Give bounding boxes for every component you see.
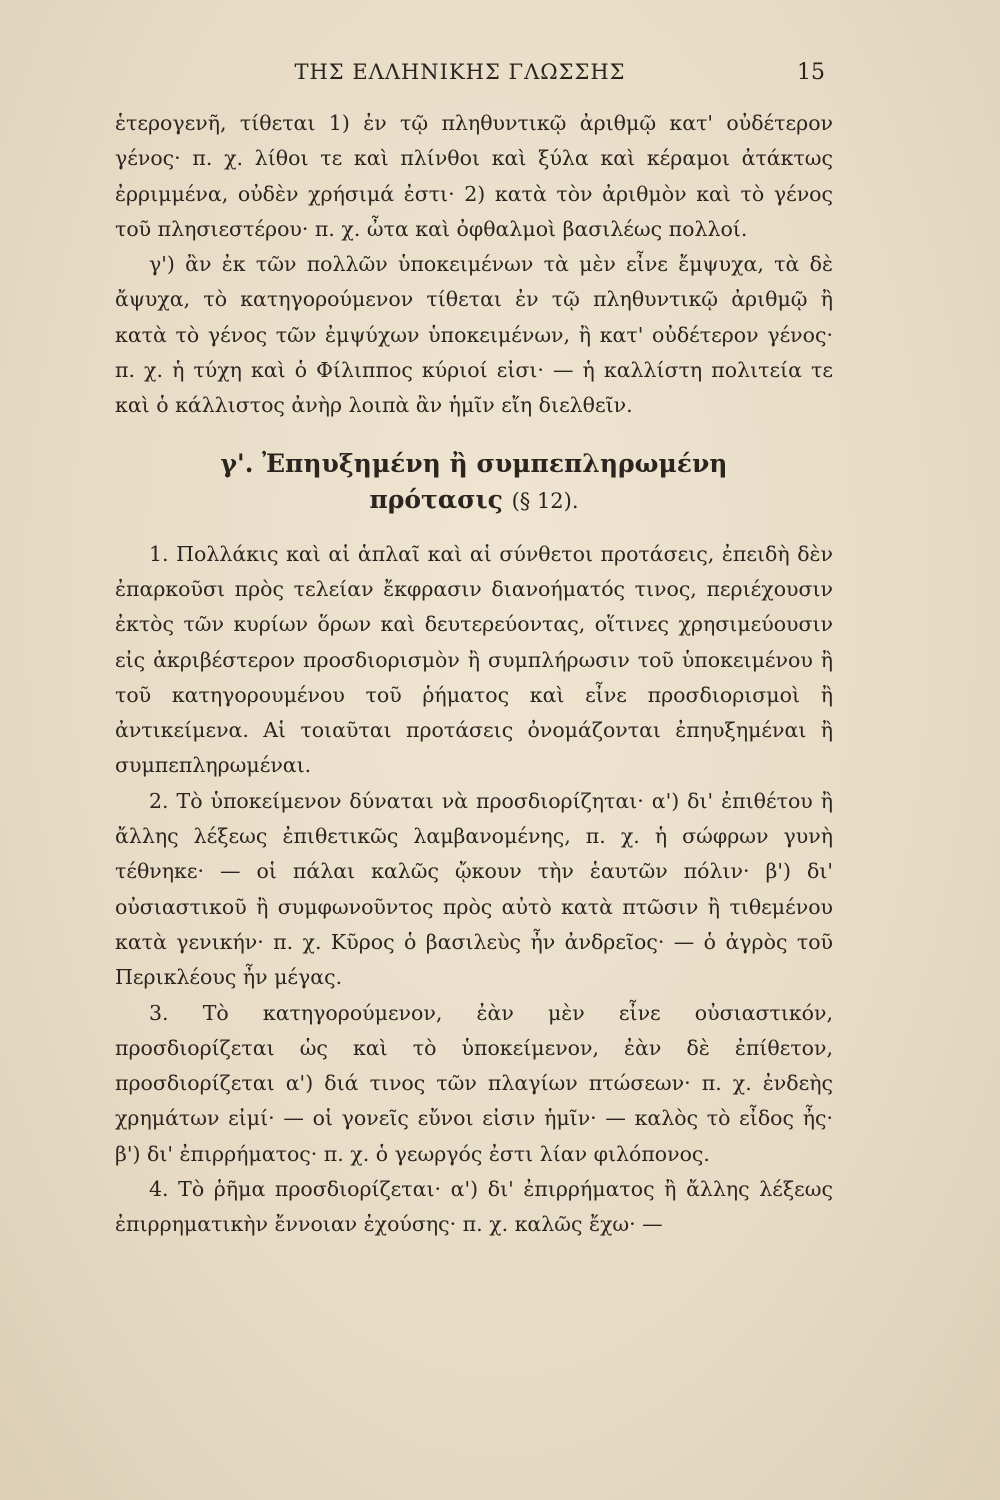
page-number: 15: [797, 60, 825, 85]
numbered-paragraph: 2. Τὸ ὑποκείμενον δύναται νὰ προσδιορίζηται· α') δι' ἐπιθέτου ἢ ἄλλης λέξεως ἐπιθετικῶς λαμβανομένης, π. χ. ἡ σώφρων γυνὴ τέθνηκε· — οἱ πάλαι καλῶς ᾤκουν τὴν ἑαυτῶν πόλιν· β') δι' οὐσιαστικοῦ ἢ συμφωνοῦντος πρὸς αὐτὸ κατὰ πτῶσιν ἢ τιθεμένου κατὰ γενικήν· π. χ. Κῦρος ὁ βασιλεὺς ἦν ἀνδρεῖος· — ὁ ἀγρὸς τοῦ Περικλέους ἦν μέγας.: [115, 788, 833, 990]
numbered-paragraph: 4. Τὸ ῥῆμα προσδιορίζεται· α') δι' ἐπιρρήματος ἢ ἄλλης λέξεως ἐπιρρηματικὴν ἔννοιαν ἐχούσης· π. χ. καλῶς ἔχω· —: [115, 1177, 833, 1237]
paragraph: ἑτερογενῆ, τίθεται 1) ἐν τῷ πληθυντικῷ ἀριθμῷ κατ' οὐδέτερον γένος· π. χ. λίθοι τε καὶ πλίνθοι καὶ ξύλα καὶ κέραμοι ἀτάκτως ἐρριμμένα, οὐδὲν χρήσιμά ἐστι· 2) κατὰ τὸν ἀριθμὸν καὶ τὸ γένος τοῦ πλησιεστέρου· π. χ. ὦτα καὶ ὀφθαλμοὶ βασιλέως πολλοί.: [115, 111, 833, 241]
page-header: [115, 60, 825, 100]
numbered-paragraph: 3. Τὸ κατηγορούμενον, ἐὰν μὲν εἶνε οὐσιαστικόν, προσδιορίζεται ὡς καὶ τὸ ὑποκείμενον, ἐὰν δὲ ἐπίθετον, προσδιορίζεται α') διά τινος τῶν πλαγίων πτώσεων· π. χ. ἐνδεὴς χρημάτων εἰμί· — οἱ γονεῖς εὔνοι εἰσιν ἡμῖν· — καλὸς τὸ εἶδος ἦς· β') δι' ἐπιρρήματος· π. χ. ὁ γεωργός ἐστι λίαν φιλόπονος.: [115, 1000, 833, 1166]
section-heading-word: πρότασις: [369, 484, 503, 514]
paragraph: γ') ἂν ἐκ τῶν πολλῶν ὑποκειμένων τὰ μὲν εἶνε ἔμψυχα, τὰ δὲ ἄψυχα, τὸ κατηγορούμενον τίθεται ἐν τῷ πληθυντικῷ ἀριθμῷ ἢ κατὰ τὸ γένος τῶν ἐμψύχων ὑποκειμένων, ἢ κατ' οὐδέτερον γένος· π. χ. ἡ τύχη καὶ ὁ Φίλιππος κύριοί εἰσι· — ἡ καλλίστη πολιτεία τε καὶ ὁ κάλλιστος ἀνὴρ λοιπὰ ἂν ἡμῖν εἴη διελθεῖν.: [115, 252, 833, 418]
section-heading: [115, 446, 833, 519]
section-heading-line1: γ'. Ἐπηυξημένη ἢ συμπεπληρωμένη: [220, 448, 728, 478]
section-reference: (§ 12).: [511, 488, 579, 513]
page-body: [115, 106, 833, 1243]
running-title: ΤΗΣ ΕΛΛΗΝΙΚΗΣ ΓΛΩΣΣΗΣ: [294, 60, 626, 84]
section-heading-line2: [115, 482, 833, 519]
numbered-paragraph: 1. Πολλάκις καὶ αἱ ἁπλαῖ καὶ αἱ σύνθετοι προτάσεις, ἐπειδὴ δὲν ἐπαρκοῦσι πρὸς τελείαν ἔκφρασιν διανοήματός τινος, περιέχουσιν ἐκτὸς τῶν κυρίων ὅρων καὶ δευτερεύοντας, οἵτινες χρησιμεύουσιν εἰς ἀκριβέστερον προσδιορισμὸν ἢ συμπλήρωσιν τοῦ ὑποκειμένου ἢ τοῦ κατηγορουμένου τοῦ ῥήματος καὶ εἶνε προσδιορισμοὶ ἢ ἀντικείμενα. Αἱ τοιαῦται προτάσεις ὀνομάζονται ἐπηυξημέναι ἢ συμπεπληρωμέναι.: [115, 541, 833, 778]
